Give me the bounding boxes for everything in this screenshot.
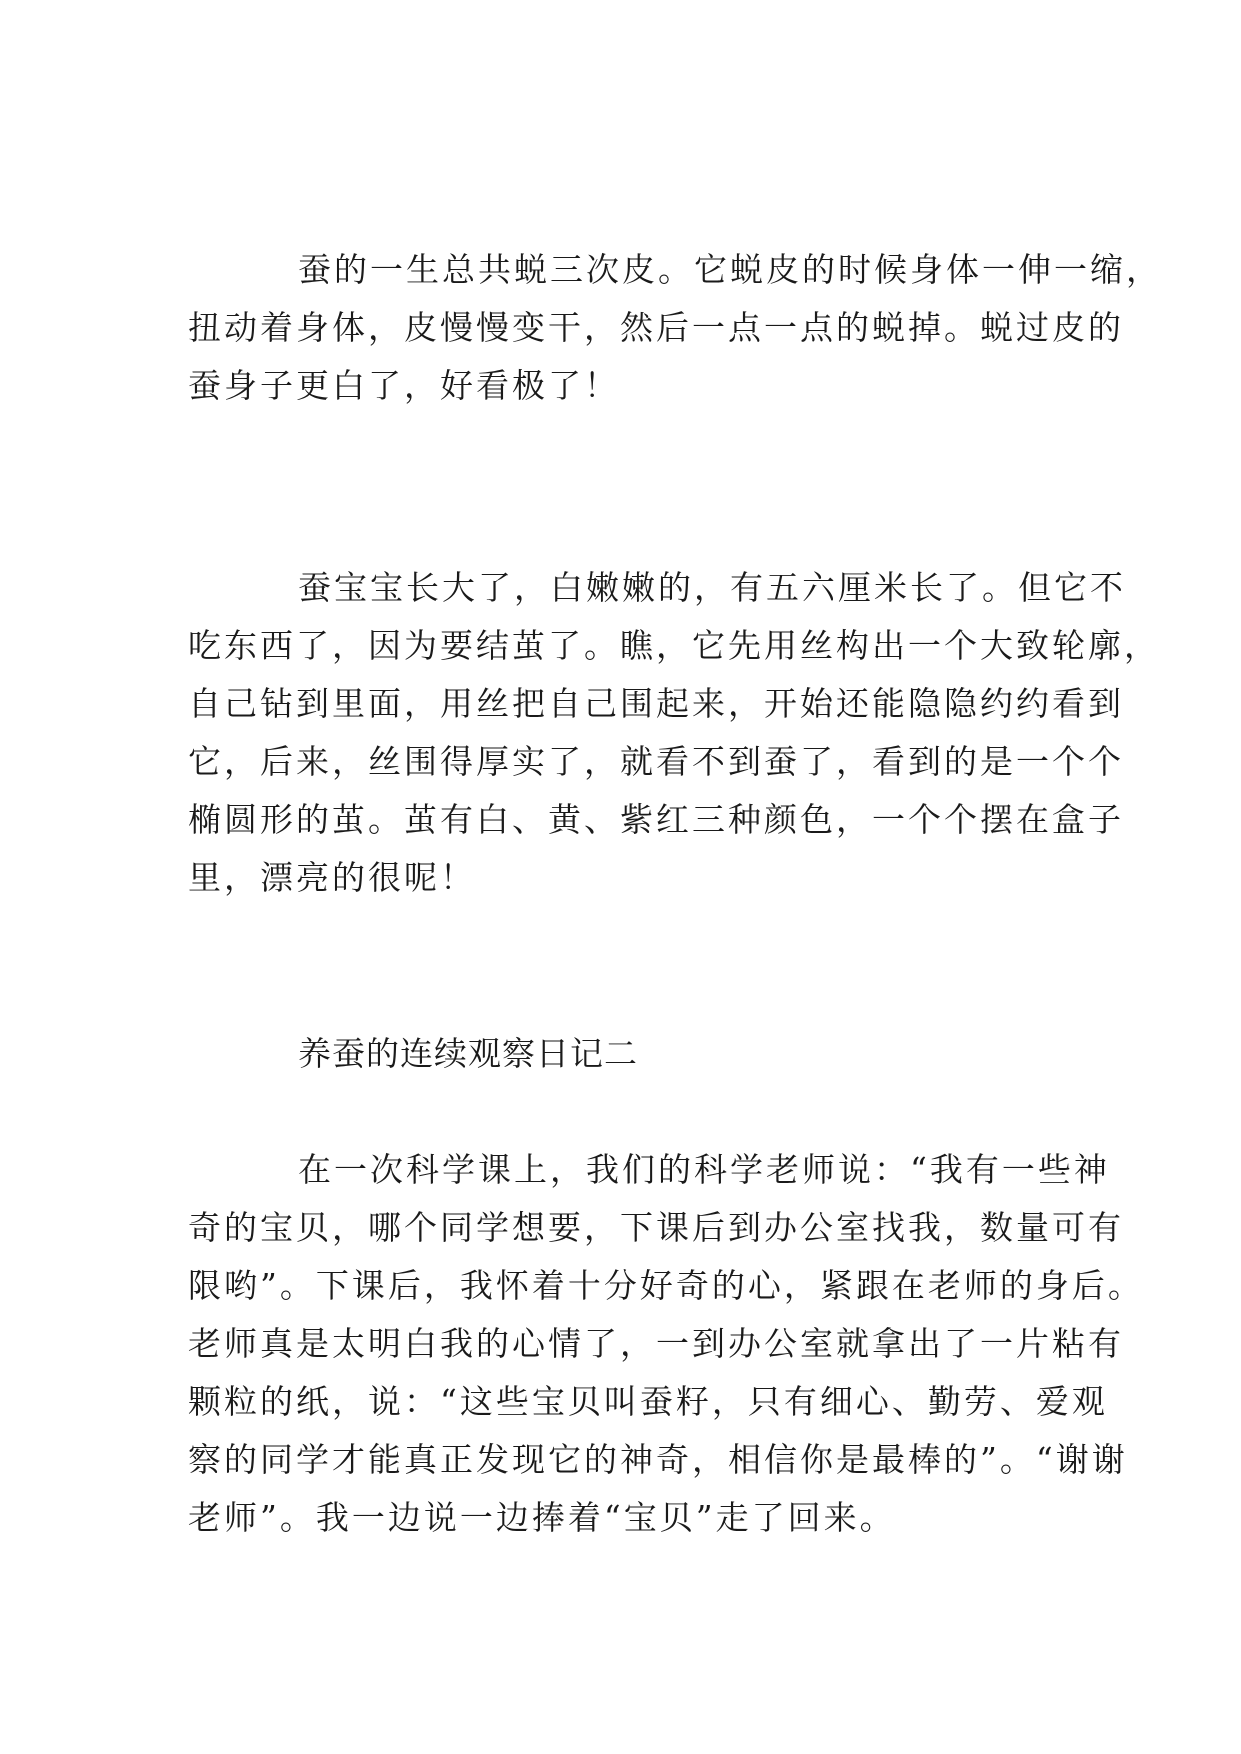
section-heading: 养蚕的连续观察日记二 bbox=[298, 1034, 638, 1073]
paragraph-3-line-7: 老师”。我一边说一边捧着“宝贝”走了回来。 bbox=[188, 1498, 896, 1537]
paragraph-2-line-6: 里，漂亮的很呢！ bbox=[188, 858, 476, 897]
paragraph-1-line-2: 扭动着身体，皮慢慢变干，然后一点一点的蜕掉。蜕过皮的 bbox=[188, 308, 1124, 347]
paragraph-2-line-1: 蚕宝宝长大了，白嫩嫩的，有五六厘米长了。但它不 bbox=[298, 568, 1126, 607]
paragraph-2-line-3: 自己钻到里面，用丝把自己围起来，开始还能隐隐约约看到 bbox=[188, 684, 1124, 723]
paragraph-2-line-4: 它，后来，丝围得厚实了，就看不到蚕了，看到的是一个个 bbox=[188, 742, 1124, 781]
paragraph-3-line-2: 奇的宝贝，哪个同学想要，下课后到办公室找我，数量可有 bbox=[188, 1208, 1124, 1247]
paragraph-2-line-5: 椭圆形的茧。茧有白、黄、紫红三种颜色，一个个摆在盒子 bbox=[188, 800, 1124, 839]
paragraph-1-line-1: 蚕的一生总共蜕三次皮。它蜕皮的时候身体一伸一缩， bbox=[298, 250, 1162, 289]
paragraph-3-line-6: 察的同学才能真正发现它的神奇，相信你是最棒的”。“谢谢 bbox=[188, 1440, 1128, 1479]
paragraph-3-line-3: 限哟”。下课后，我怀着十分好奇的心，紧跟在老师的身后。 bbox=[188, 1266, 1144, 1305]
paragraph-3-line-4: 老师真是太明白我的心情了，一到办公室就拿出了一片粘有 bbox=[188, 1324, 1124, 1363]
paragraph-3-line-1: 在一次科学课上，我们的科学老师说：“我有一些神 bbox=[298, 1150, 1110, 1189]
paragraph-2-line-2: 吃东西了，因为要结茧了。瞧，它先用丝构出一个大致轮廓， bbox=[188, 626, 1160, 665]
paragraph-3-line-5: 颗粒的纸，说：“这些宝贝叫蚕籽，只有细心、勤劳、爱观 bbox=[188, 1382, 1108, 1421]
paragraph-1-line-3: 蚕身子更白了，好看极了！ bbox=[188, 366, 620, 405]
